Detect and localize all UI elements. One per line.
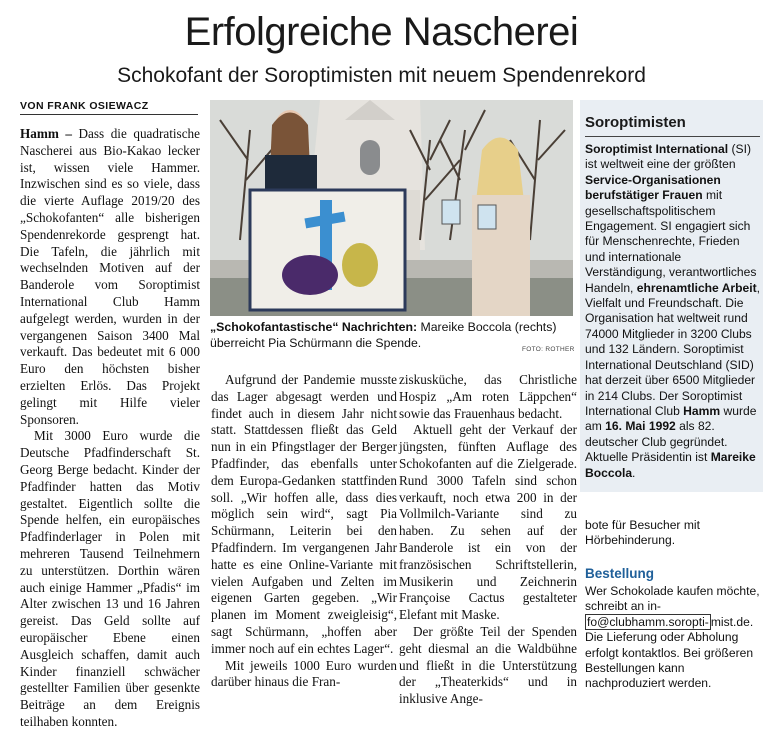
- text: (SI) ist weltweit eine der größten: [585, 142, 751, 172]
- text-bold: Hamm: [683, 403, 721, 418]
- byline-rule: [20, 114, 198, 115]
- paragraph: Der größte Teil der Spenden geht diesmal an die Waldbühne und fließt in die Unterstützung der „Theaterkids“ und in inklusive Ange-: [399, 623, 577, 707]
- text: als 82. deutscher Club gegründet. Aktuelle Präsidentin ist: [585, 419, 728, 465]
- column-1: [20, 126, 200, 731]
- order-title: Bestellung: [585, 566, 655, 581]
- headline: Erfolgreiche Nascherei: [184, 10, 579, 54]
- info-box-title: Soroptimisten: [585, 114, 686, 131]
- text-bold: Service-Organisationen berufstätiger Frauen: [585, 172, 721, 203]
- photo-caption: [210, 320, 573, 351]
- subheadline: Schokofant der Soroptimisten mit neuem Spendenrekord: [117, 64, 646, 87]
- text: Wer Schokolade kaufen möchte, schreibt an in-: [585, 584, 760, 614]
- text-bold: Soroptimist International: [585, 142, 729, 156]
- column-2: [211, 372, 397, 691]
- order-email[interactable]: fo@clubhamm.soropti-: [587, 614, 709, 629]
- paragraph: [20, 126, 200, 428]
- text-bold: 16. Mai 1992: [605, 419, 676, 434]
- paragraph: ziskusküche, das Christliche Hospiz „Am roten Läppchen“ sowie das Frauenhaus bedacht.: [399, 372, 577, 421]
- text: mit gesellschaftspolitischem Engagement. SI engagiert sich für Menschenrechte, Frieden und internationale Verständigung, verantwortliches Handeln,: [585, 188, 757, 295]
- dateline: Hamm –: [20, 126, 79, 141]
- paragraph: Aufgrund der Pandemie musste das Lager abgesagt werden und findet auch in diesem Jahr nicht statt. Stattdessen fließt das Geld nun in ein Pfingstlager der Berger Pfadfinder, das ebenfalls unter dem Europa-Gedanken stattfinden soll. „Wir hoffen alle, dass dies möglich sein wird“, sagt Pia Schürmann, Leiterin bei den Pfadfindern. Im vergangenen Jahr hatte es eine Online-Variante mit vielen Aufgaben und Zelten im eigenen Garten gegeben. „Wir planen im Moment zweigleisig“, sagt Schürmann, „hoffen aber immer noch auf ein echtes Lager“.: [211, 372, 397, 656]
- text: wurde am: [585, 403, 757, 434]
- paragraph: Aktuell geht der Verkauf der jüngsten, fünften Auflage des Schokofanten auf die Zielgerade. Rund 3000 Tafeln sind schon verkauft, noch etwa 200 in der Vollmilch-Variante sind zu haben. Zu sehen auf der Banderole ist ein von der französischen Schriftstellerin, Musikerin und Zeichnerin Françoise Cactus gestalteter Elefant mit Maske.: [399, 422, 577, 623]
- paragraph: Mit 3000 Euro wurde die Deutsche Pfadfinderschaft St. Georg Berge bedacht. Kinder der Pfadfinder hatten das Motiv gestaltet. Eigentlich sollte die Spende helfen, ein europäisches Pfadfinderlager in Polen mit mehreren Tausend Teilnehmern zu unterstützen. Dorthin wären auch einige Hammer „Pfadis“ im Alter zwischen 13 und 16 Jahren gereist. Das Geld sollte auf europäischer Ebene einen Ausgleich schaffen, damit auch Kinder finanziell schwächer gestellter Familien über gesenkte Beiträge an dem Ereignis teilhaben konnten.: [20, 428, 200, 729]
- info-box-rule: [585, 136, 760, 137]
- photo-credit: FOTO: ROTHER: [522, 346, 575, 353]
- column-3: [399, 372, 577, 708]
- paragraph-text: Dass die quadratische Nascherei aus Bio-Kakao lecker ist, wissen viele Hammer. Inzwischen sind es so viele, dass die vierte Auflage 2019/20 des „Schokofanten“ alle bisherigen Spendenrekorde gesprengt hat. Die Tafeln, die jährlich mit wechselnden Motiven auf der Banderole vom Soroptimist International Club Hamm aufgelegt werden, wurden in der vergangenen Saison 3400 Mal verkauft. Das bedeutet mit 6 000 Euro den höchsten bisher erzielten Erlös. Das Projekt gelingt mit Hilfe vieler Sponsoren.: [20, 126, 200, 427]
- caption-text: Mareike Boccola (rechts) überreicht Pia Schürmann die Spende.: [210, 320, 557, 350]
- caption-bold: „Schokofantastische“ Nachrichten:: [210, 320, 418, 334]
- text: .: [632, 465, 636, 480]
- info-box-text: [585, 142, 761, 481]
- text: , Vielfalt und Freundschaft. Die Organisation hat weltweit rund 74000 Mitglieder in 3200 Clubs und 132 Ländern. Soroptimist International Deutschland (SID) hat derzeit über 6500 Mitglieder in 214 Clubs. Der Soroptimist International Club: [585, 280, 761, 418]
- info-sidebar: [580, 100, 763, 720]
- text-bold: ehrenamtliche Arbeit: [636, 280, 757, 295]
- text: mist.de. Die Lieferung oder Abholung erfolgt kontaktlos. Bei größeren Bestellungen kann nachproduziert werden.: [585, 614, 754, 691]
- photo-illustration: [210, 100, 573, 316]
- order-text: [585, 584, 761, 692]
- text-bold: Mareike Boccola: [585, 450, 756, 480]
- paragraph: Mit jeweils 1000 Euro wurden darüber hinaus die Fran-: [211, 657, 397, 690]
- news-photo: [210, 100, 573, 316]
- continued-text: bote für Besucher mit Hörbehinderung.: [585, 518, 700, 548]
- byline: VON FRANK OSIEWACZ: [20, 100, 149, 112]
